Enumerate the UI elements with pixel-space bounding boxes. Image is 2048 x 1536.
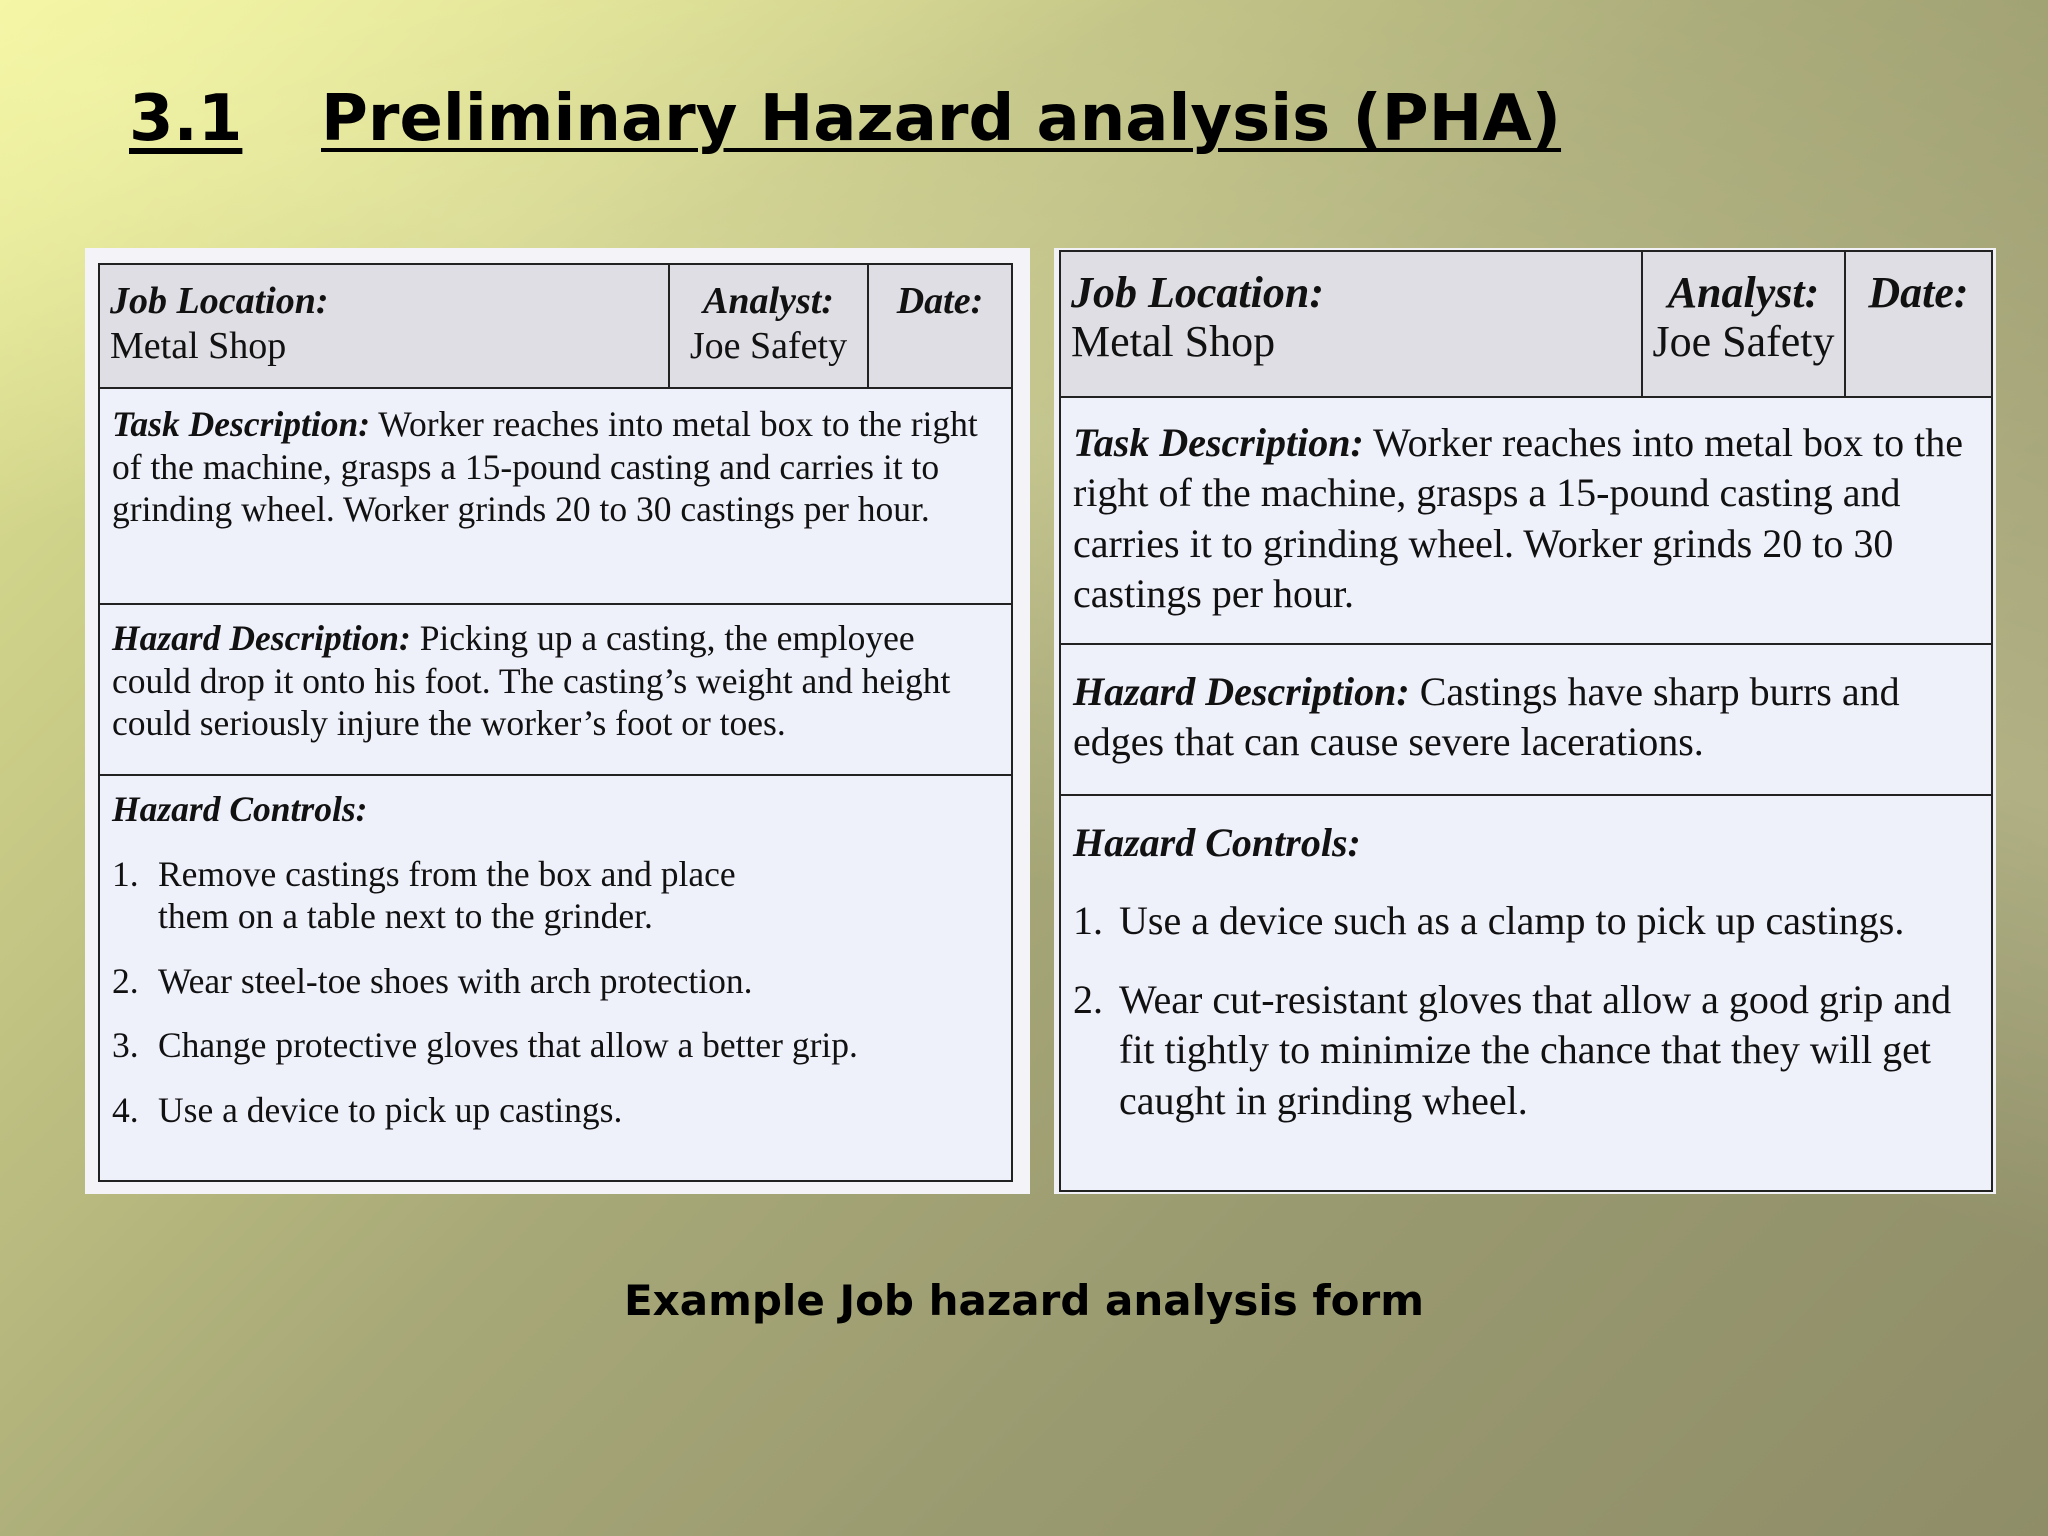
task-label: Task Description:	[112, 404, 371, 444]
list-item: 1. Remove castings from the box and place them on a table next to the grinder.	[112, 853, 736, 937]
job-location-value: Metal Shop	[110, 324, 287, 367]
slide-title	[129, 82, 1561, 156]
title-number: 3.1	[129, 82, 243, 156]
hazard-form-lacerations	[1054, 248, 1996, 1194]
hazard-text: Picking up a casting, the employee could drop it onto his foot. The casting’s weight and height could seriously injure the worker’s foot or toes.	[112, 618, 951, 744]
analyst-label: Analyst:	[1667, 268, 1820, 317]
hazard-label: Hazard Description:	[112, 618, 411, 658]
title-text: Preliminary Hazard analysis (PHA)	[321, 82, 1562, 156]
task-label: Task Description:	[1073, 420, 1364, 465]
hazard-description-row	[100, 605, 1011, 776]
controls-label: Hazard Controls:	[112, 789, 368, 829]
form-header-row	[1061, 252, 1991, 398]
list-item: 1. Use a device such as a clamp to pick up castings.	[1073, 898, 1905, 944]
form-table	[1059, 250, 1993, 1192]
date-label: Date:	[1868, 268, 1969, 317]
task-description-row	[100, 389, 1011, 605]
controls-list	[1073, 896, 1975, 1126]
hazard-text: Castings have sharp burrs and edges that can cause severe lacerations.	[1073, 669, 1900, 765]
analyst-value: Joe Safety	[1652, 317, 1835, 367]
task-description-row	[1061, 398, 1991, 645]
task-text: Worker reaches into metal box to the right of the machine, grasps a 15-pound casting and carries it to grinding wheel. Worker grinds 20 to 30 castings per hour.	[1073, 420, 1963, 617]
date-cell	[1846, 252, 1991, 396]
list-item: 3. Change protective gloves that allow a better grip.	[112, 1025, 858, 1066]
list-item: 2. Wear steel-toe shoes with arch protection.	[112, 960, 753, 1001]
analyst-cell	[1643, 252, 1846, 396]
task-text: Worker reaches into metal box to the right of the machine, grasps a 15-pound casting and carries it to grinding wheel. Worker grinds 20 to 30 castings per hour.	[112, 404, 978, 530]
analyst-label: Analyst:	[703, 280, 834, 322]
hazard-controls-row	[1061, 796, 1991, 1190]
job-location-cell	[100, 265, 670, 387]
hazard-description-row	[1061, 645, 1991, 796]
controls-label: Hazard Controls:	[1073, 820, 1361, 865]
date-cell	[869, 265, 1011, 387]
list-item: 2. Wear cut-resistant gloves that allow a good grip and fit tightly to minimize the chance that they will get caught in grinding wheel.	[1073, 976, 1952, 1123]
job-location-cell	[1061, 252, 1643, 396]
controls-list	[112, 853, 997, 1132]
date-label: Date:	[896, 280, 984, 322]
form-header-row	[100, 265, 1011, 389]
job-location-value: Metal Shop	[1071, 317, 1276, 367]
hazard-form-foot-injury	[85, 248, 1030, 1194]
job-location-label: Job Location:	[1071, 268, 1324, 317]
hazard-controls-row	[100, 776, 1011, 1180]
job-location-label: Job Location:	[110, 280, 329, 322]
hazard-label: Hazard Description:	[1073, 669, 1410, 714]
form-table	[98, 263, 1013, 1182]
slide-caption: Example Job hazard analysis form	[623, 1276, 1425, 1325]
list-item: 4. Use a device to pick up castings.	[112, 1089, 623, 1130]
analyst-cell	[670, 265, 869, 387]
analyst-value: Joe Safety	[689, 324, 848, 367]
